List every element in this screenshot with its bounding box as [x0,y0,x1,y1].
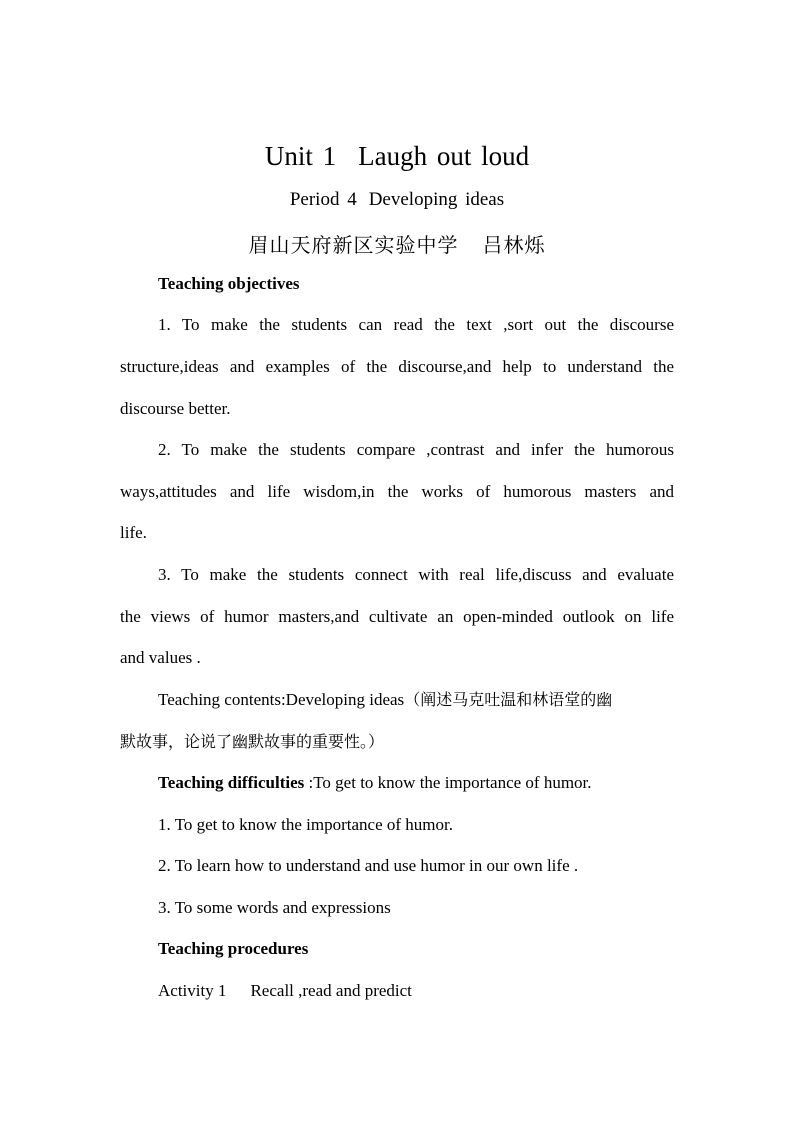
unit-name: Laugh out loud [358,141,530,171]
author-line [0,229,794,258]
author-name: 吕林烁 [482,233,546,257]
contents-label: Teaching contents:Developing ideas [158,690,405,709]
activity-title: Recall ,read and predict [250,981,412,1000]
activity-1-line [158,980,674,1002]
contents-line-2: 默故事，论说了幽默故事的重要性。） [120,732,385,751]
difficulties-label: Teaching difficulties [158,773,305,792]
objective-2-line-2: ways,attitudes and life wisdom,in the works of humorous masters and [120,482,674,501]
objective-3-line-3: and values . [120,648,201,667]
objective-1-line-3: discourse better. [120,399,231,418]
unit-number: Unit 1 [264,141,337,171]
period-number: Period 4 [289,189,357,210]
objective-2-line-3: life. [120,523,147,542]
objective-3-line-1: 3. To make the students connect with real life,discuss and evaluate [158,565,674,584]
objectives-heading: Teaching objectives [158,274,300,293]
difficulty-item-2: 2. To learn how to understand and use humor in our own life . [158,856,579,875]
contents-line-1 [158,689,674,711]
difficulty-item-1: 1. To get to know the importance of humor. [158,815,454,834]
difficulty-item-3: 3. To some words and expressions [158,898,391,917]
objective-1-line-2: structure,ideas and examples of the discourse,and help to understand the [120,357,674,376]
objective-1-line-1: 1. To make the students can read the text ,sort out the discourse [158,315,674,334]
lesson-name: Developing ideas [368,189,505,210]
objective-2-line-1: 2. To make the students compare ,contrast and infer the humorous [158,440,674,459]
activity-label: Activity 1 [158,981,227,1000]
period-subtitle [0,189,794,211]
contents-note: （阐述马克吐温和林语堂的幽 [404,690,613,709]
unit-title [0,141,794,172]
school-name: 眉山天府新区实验中学 [248,233,459,257]
objective-3-line-2: the views of humor masters,and cultivate an open-minded outlook on life [120,607,674,626]
procedures-heading: Teaching procedures [158,939,309,958]
difficulties-line [158,772,674,794]
difficulties-text: :To get to know the importance of humor. [304,773,592,792]
